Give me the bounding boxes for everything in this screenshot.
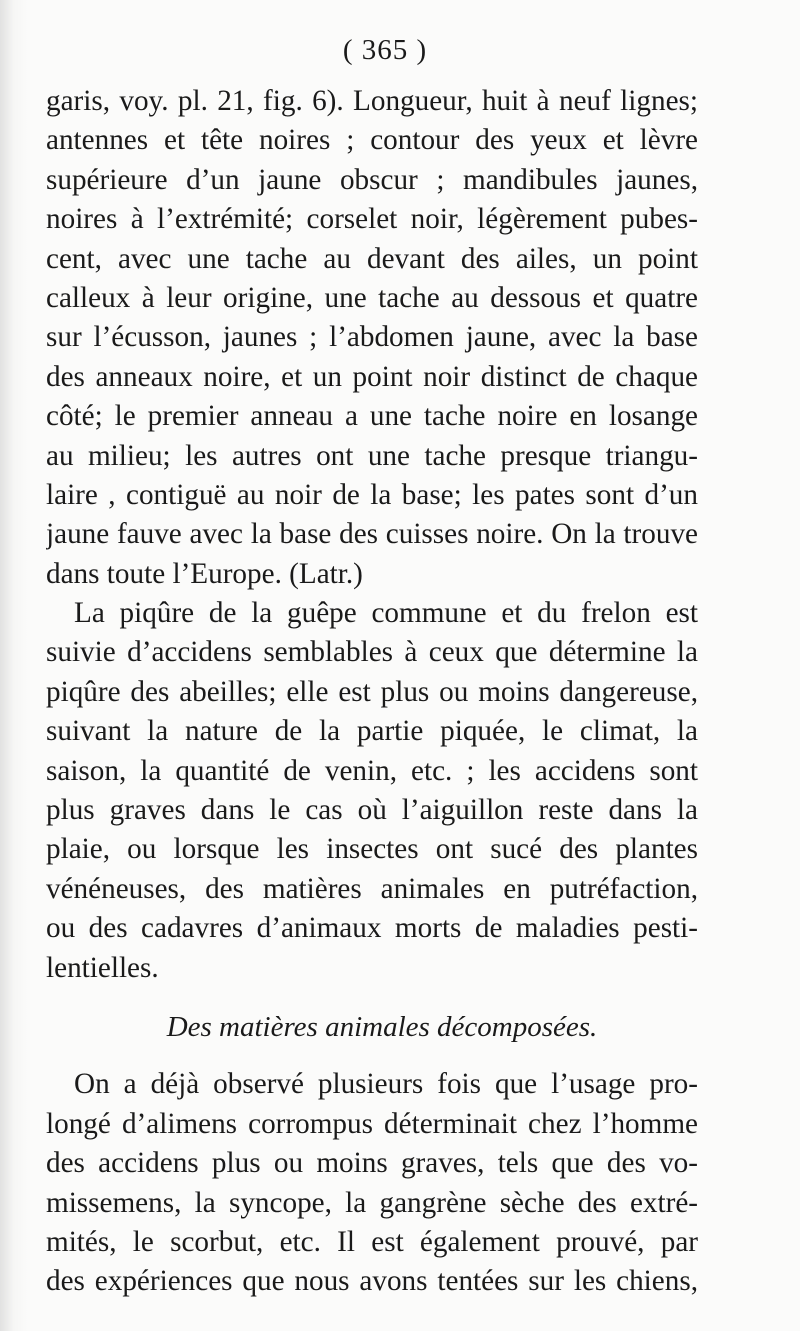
text-line: saison, la quantité de venin, etc. ; les accidens sont bbox=[46, 754, 698, 787]
text-line: noires à l’extrémité; corselet noir, légèrement pubes- bbox=[46, 203, 698, 236]
text-line: côté; le premier anneau a une tache noire en losange bbox=[46, 400, 698, 433]
text-line: La piqûre de la guêpe commune et du frelon est bbox=[74, 597, 698, 630]
body-text bbox=[46, 82, 698, 1302]
text-line: des accidens plus ou moins graves, tels que des vo- bbox=[46, 1147, 698, 1180]
text-line: supérieure d’un jaune obscur ; mandibules jaunes, bbox=[46, 163, 698, 196]
text-line: cent, avec une tache au devant des ailes, un point bbox=[46, 242, 698, 275]
text-line: sur l’écusson, jaunes ; l’abdomen jaune, avec la base bbox=[46, 321, 698, 354]
text-line: calleux à leur origine, une tache au dessous et quatre bbox=[46, 281, 698, 314]
text-line: plaie, ou lorsque les insectes ont sucé des plantes bbox=[46, 833, 698, 866]
text-line: des expériences que nous avons tentées sur les chiens, bbox=[46, 1265, 698, 1298]
text-line: garis, voy. pl. 21, fig. 6). Longueur, huit à neuf lignes; bbox=[46, 85, 698, 117]
text-line: vénéneuses, des matières animales en putréfaction, bbox=[46, 872, 698, 905]
text-line: piqûre des abeilles; elle est plus ou moins dangereuse, bbox=[46, 675, 698, 708]
section-gap bbox=[46, 1047, 698, 1065]
text-line: longé d’alimens corrompus déterminait chez l’homme bbox=[46, 1107, 698, 1140]
text-line: ou des cadavres d’animaux morts de maladies pesti- bbox=[46, 912, 698, 945]
paragraph-3 bbox=[46, 1065, 698, 1301]
text-line: dans toute l’Europe. (Latr.) bbox=[46, 557, 363, 590]
text-line: mités, le scorbut, etc. Il est également prouvé, par bbox=[46, 1225, 698, 1258]
text-line: suivant la nature de la partie piquée, le climat, la bbox=[46, 715, 698, 748]
text-line: laire , contiguë au noir de la base; les pates sont d’un bbox=[46, 478, 698, 511]
text-line: On a déjà observé plusieurs fois que l’usage pro- bbox=[74, 1068, 698, 1101]
page-number: ( 365 ) bbox=[342, 34, 428, 66]
text-line: plus graves dans le cas où l’aiguillon reste dans la bbox=[46, 794, 698, 827]
section-heading: Des matières animales décomposées. bbox=[166, 1010, 598, 1043]
text-line: au milieu; les autres ont une tache presque triangu- bbox=[46, 439, 698, 472]
text-line: des anneaux noire, et un point noir distinct de chaque bbox=[46, 360, 698, 393]
section-gap bbox=[46, 988, 698, 1008]
paragraph-2 bbox=[46, 594, 698, 988]
text-line: antennes et tête noires ; contour des yeux et lèvre bbox=[46, 124, 698, 157]
paragraph-1 bbox=[46, 82, 698, 594]
text-line: missemens, la syncope, la gangrène sèche des extré- bbox=[46, 1186, 698, 1219]
text-line: suivie d’accidens semblables à ceux que détermine la bbox=[46, 636, 698, 669]
text-line: lentielles. bbox=[46, 951, 159, 984]
text-line: jaune fauve avec la base des cuisses noire. On la trouve bbox=[46, 518, 698, 551]
